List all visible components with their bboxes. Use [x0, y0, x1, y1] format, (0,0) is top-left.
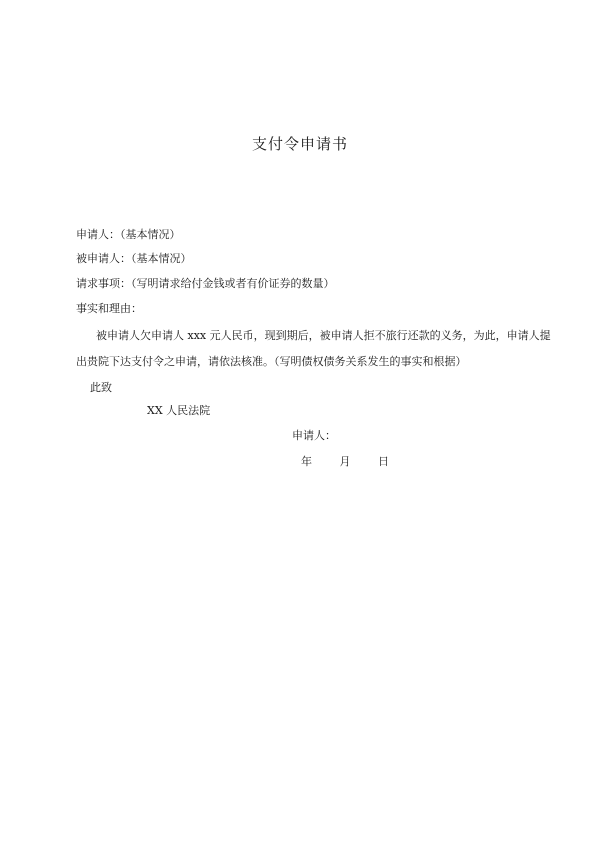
document-title: 支付令申请书: [251, 135, 348, 153]
respondent-line: 被申请人：（基本情况）: [76, 252, 192, 265]
date-month: 月: [339, 455, 351, 468]
date-year: 年: [301, 455, 312, 468]
signature-label: 申请人：: [292, 429, 336, 442]
facts-heading: 事实和理由：: [76, 302, 142, 315]
applicant-line: 申请人：（基本情况）: [76, 228, 181, 241]
date-line: [301, 455, 403, 469]
court-name: XX 人民法院: [147, 404, 211, 417]
body-paragraph-line-1: 被申请人欠申请人 xxx 元人民币，现到期后，被申请人拒不旅行还款的义务，为此，申请人提: [96, 329, 551, 342]
body-paragraph-line-2: 出贵院下达支付令之申请，请依法核准。（写明债权债务关系发生的事实和根据）: [76, 355, 467, 368]
request-items-line: 请求事项：（写明请求给付金钱或者有价证券的数量）: [76, 277, 335, 290]
closing-cizhi: 此致: [90, 381, 112, 394]
date-day: 日: [378, 455, 389, 468]
